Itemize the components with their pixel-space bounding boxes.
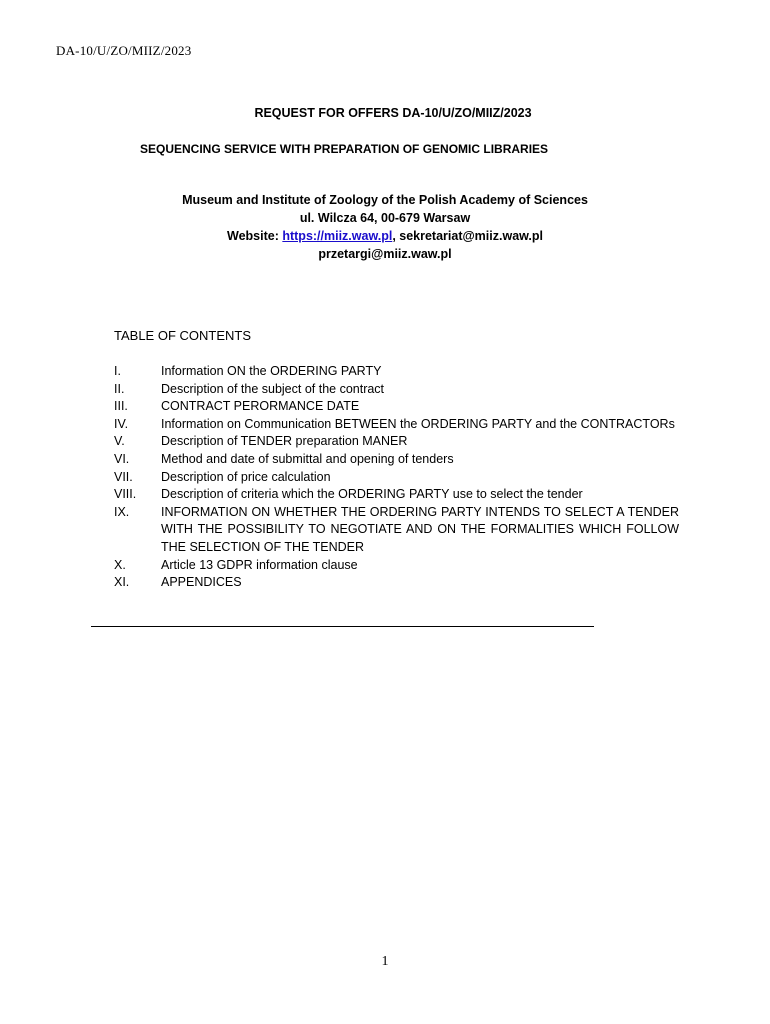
document-reference-number: DA-10/U/ZO/MIIZ/2023 (56, 43, 192, 58)
toc-item-number: II. (114, 381, 125, 396)
toc-item (114, 381, 679, 399)
toc-item-text: Information ON the ORDERING PARTY (161, 364, 382, 378)
toc-item-text: Information on Communication BETWEEN the ORDERING PARTY and the CONTRACTORs (161, 416, 675, 431)
toc-item-text: Description of criteria which the ORDERING PARTY use to select the tender (161, 487, 583, 502)
toc-item (114, 469, 679, 487)
toc-item-number: X. (114, 557, 126, 572)
toc-item-text: Description of TENDER preparation MANER (161, 434, 408, 449)
horizontal-rule (91, 626, 594, 627)
toc-item-number: I. (114, 364, 121, 378)
toc-item (114, 574, 679, 592)
institution-address: ul. Wilcza 64, 00-679 Warsaw (299, 211, 471, 225)
toc-item-number: VIII. (114, 487, 137, 502)
toc-item-number: IV. (114, 416, 129, 431)
toc-item-text: Description of the subject of the contract (161, 381, 385, 396)
toc-item (114, 486, 679, 504)
toc-item-text: INFORMATION ON WHETHER THE ORDERING PARTY INTENDS TO SELECT A TENDER WITH THE POSSIBILITY TO NEGOTIATE AND ON THE FORMALITIES WHICH FOLLOW THE SELECTION OF THE TENDER (161, 504, 679, 554)
toc-item-number: VI. (114, 451, 130, 466)
tenders-email: przetargi@miiz.waw.pl (318, 247, 452, 261)
toc-item (114, 398, 679, 416)
page-number: 1 (381, 954, 389, 969)
document-title-text: REQUEST FOR OFFERS DA-10/U/ZO/MIIZ/2023 (254, 106, 532, 120)
website-label: Website: (227, 229, 283, 243)
toc-item (114, 363, 679, 381)
toc-item-number: IX. (114, 504, 130, 519)
toc-item (114, 557, 679, 575)
document-subtitle: SEQUENCING SERVICE WITH PREPARATION OF GENOMIC LIBRARIES (140, 142, 549, 156)
toc-item (114, 416, 679, 434)
toc-item-number: XI. (114, 575, 130, 590)
toc-item (114, 504, 679, 557)
toc-item-text: Description of price calculation (161, 469, 331, 484)
toc-item-text: Method and date of submittal and opening of tenders (161, 451, 454, 466)
toc-item-text: APPENDICES (161, 575, 242, 590)
institution-name: Museum and Institute of Zoology of the Polish Academy of Sciences (182, 193, 588, 207)
toc-item-number: VII. (114, 469, 133, 484)
toc-item (114, 451, 679, 469)
toc-heading: TABLE OF CONTENTS (114, 328, 251, 343)
toc-item-text: CONTRACT PERORMANCE DATE (161, 399, 360, 414)
toc-item (114, 433, 679, 451)
toc-item-number: III. (114, 399, 128, 414)
institution-website-line (0, 227, 770, 245)
table-of-contents (114, 363, 679, 592)
institution-block (0, 191, 770, 263)
toc-item-text: Article 13 GDPR information clause (161, 557, 358, 572)
secretariat-email: , sekretariat@miiz.waw.pl (392, 229, 543, 243)
website-link[interactable]: https://miiz.waw.pl (282, 229, 393, 243)
document-title (0, 106, 770, 120)
toc-item-number: V. (114, 434, 125, 449)
